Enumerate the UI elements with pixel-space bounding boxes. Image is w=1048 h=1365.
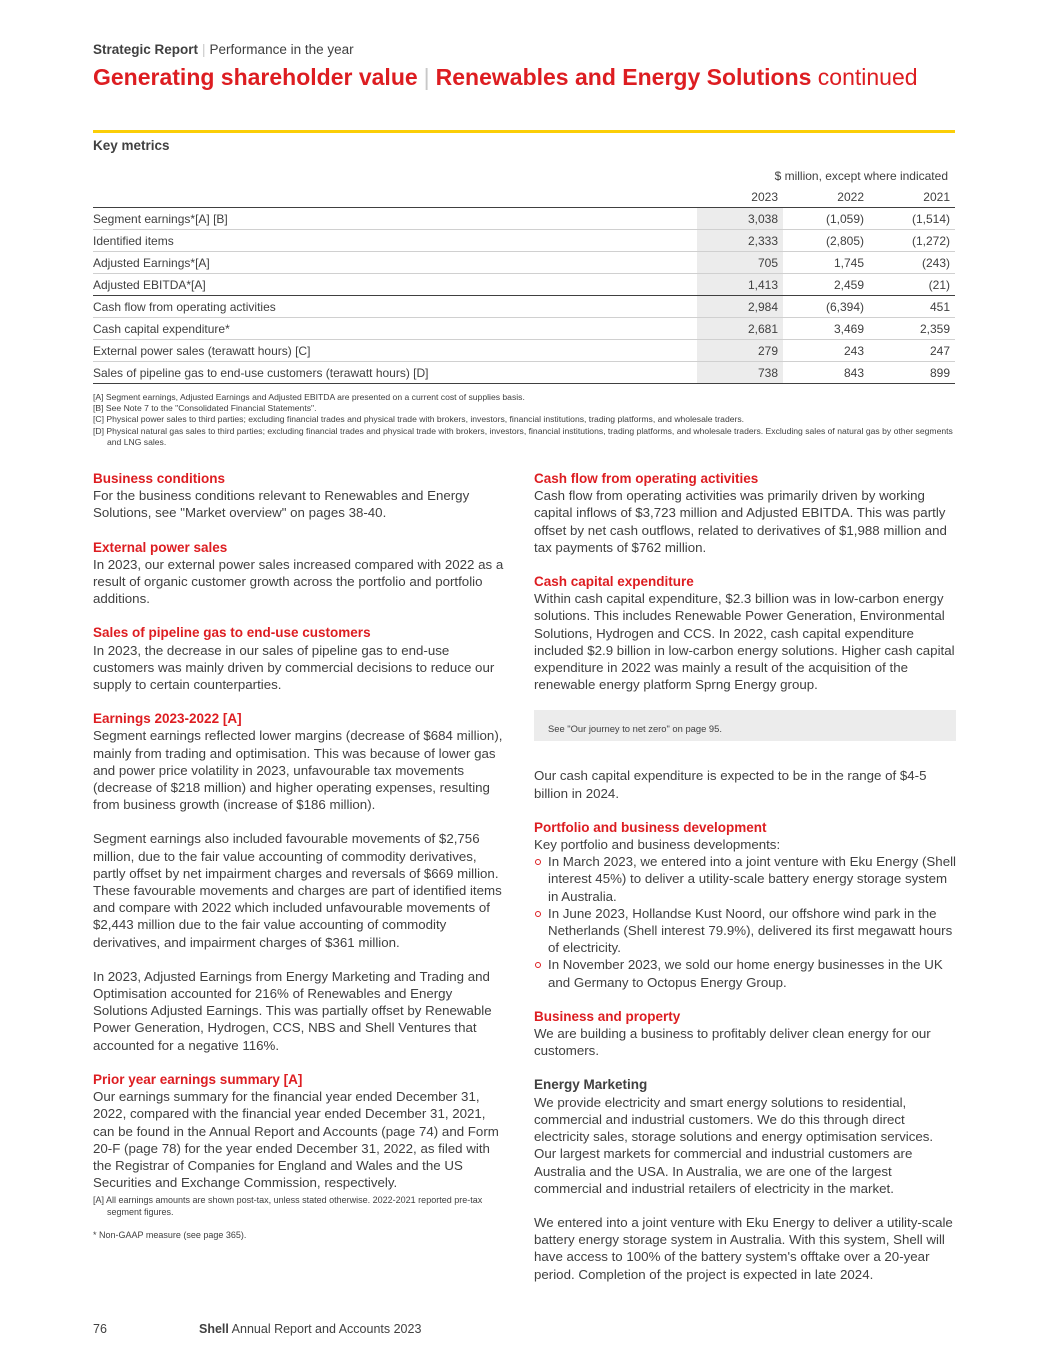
section-heading: Earnings 2023-2022 [A] bbox=[93, 711, 242, 727]
table-row bbox=[93, 362, 955, 384]
row-label: Segment earnings*[A] [B] bbox=[93, 208, 697, 230]
section-heading: Sales of pipeline gas to end-use customers bbox=[93, 625, 371, 641]
footer-brand bbox=[199, 1322, 421, 1336]
paragraph: We provide electricity and smart energy solutions to residential, commercial and industrial customers. We do this through direct electricity sales, storage solutions and energy optimisation services. Our largest markets for commercial and industrial customers are Australia and the USA. In Australia, we are one of the largest commercial and industrial retailers of electricity in the market. bbox=[534, 1094, 934, 1196]
value-cell: 2,333 bbox=[697, 230, 783, 252]
value-cell: (6,394) bbox=[783, 296, 869, 318]
section-text: Cash flow from operating activities was primarily driven by working capital inflows of $3,723 million and Adjusted EBITDA. This was partly offset by net cash outflows, related to derivatives of $1,988 million and tax payments of $762 million. bbox=[534, 488, 947, 555]
paragraph: Segment earnings also included favourable movements of $2,756 million, due to the fair value accounting of commodity derivatives, partly offset by net impairment charges and reversals of $669 million. These favourable movements and charges are part of identified items and compare with 2022 which included unfavourable movements of $2,443 million due to the fair value accounting of commodity derivatives, and impairment charges of $361 million. bbox=[93, 831, 502, 950]
value-cell: 3,469 bbox=[783, 318, 869, 340]
unit-note: $ million, except where indicated bbox=[774, 169, 948, 183]
footnote: [D] Physical natural gas sales to third parties; excluding financial trades and physical trade with brokers, investors, financial institutions, trading platforms, and wholesale traders. Excluding sales of natural gas by other segments and LNG sales. bbox=[93, 425, 953, 447]
value-cell: 899 bbox=[869, 362, 955, 384]
list-item: In March 2023, we entered into a joint venture with Eku Energy (Shell interest 45%) to deliver a utility-scale battery energy storage system in Australia. bbox=[534, 853, 956, 905]
brand-name: Shell bbox=[199, 1322, 229, 1336]
row-label: Adjusted EBITDA*[A] bbox=[93, 274, 697, 296]
paragraph: We entered into a joint venture with Eku Energy to deliver a utility-scale battery energy storage system in Australia. With this system, Shell will have access to 100% of the battery system's offtake over a 20-year period. Completion of the project is expected in late 2024. bbox=[534, 1214, 953, 1282]
section-text: We are building a business to profitably deliver clean energy for our customers. bbox=[534, 1026, 931, 1059]
row-label: Adjusted Earnings*[A] bbox=[93, 252, 697, 274]
earnings-section bbox=[93, 710, 509, 1054]
value-cell: 2,359 bbox=[869, 318, 955, 340]
capex-section bbox=[534, 573, 956, 802]
section-text: Key portfolio and business developments: bbox=[534, 837, 781, 853]
value-cell: 738 bbox=[697, 362, 783, 384]
section-text: In 2023, the decrease in our sales of pipeline gas to end-use customers was mainly driven by commercial decisions to reduce our supply to certain counterparties. bbox=[93, 642, 495, 693]
paragraph: Our cash capital expenditure is expected to be in the range of $4-5 billion in 2024. bbox=[534, 768, 927, 801]
title-continued: continued bbox=[817, 64, 918, 90]
prior-year-section bbox=[93, 1071, 509, 1242]
section-heading: Portfolio and business development bbox=[534, 819, 767, 835]
pipeline-gas-section bbox=[93, 624, 509, 693]
footnote: [A] Segment earnings, Adjusted Earnings and Adjusted EBITDA are presented on a current cost of supplies basis. bbox=[93, 392, 525, 402]
net-zero-note-box: See "Our journey to net zero" on page 95. bbox=[534, 710, 956, 741]
left-column bbox=[93, 470, 509, 1242]
key-metrics-heading: Key metrics bbox=[93, 138, 170, 153]
non-gaap-note: * Non-GAAP measure (see page 365). bbox=[93, 1230, 247, 1241]
year-header: 2022 bbox=[783, 186, 869, 208]
footnote: [C] Physical power sales to third parties; excluding financial trades and physical trade with brokers, investors, financial institutions, trading platforms, and wholesale traders. bbox=[93, 414, 745, 425]
row-label: Cash flow from operating activities bbox=[93, 296, 697, 318]
energy-marketing-section bbox=[534, 1076, 956, 1282]
year-header: 2021 bbox=[869, 186, 955, 208]
row-label: External power sales (terawatt hours) [C] bbox=[93, 340, 697, 362]
value-cell: 243 bbox=[783, 340, 869, 362]
title-sub: Renewables and Energy Solutions bbox=[435, 64, 812, 90]
row-label: Identified items bbox=[93, 230, 697, 252]
external-power-section bbox=[93, 539, 509, 608]
section-heading: Business and property bbox=[534, 1008, 681, 1024]
section-heading: Cash flow from operating activities bbox=[534, 471, 759, 486]
portfolio-section bbox=[534, 819, 956, 991]
value-cell: 1,413 bbox=[697, 274, 783, 296]
breadcrumb: Strategic Report | Performance in the year bbox=[93, 42, 354, 57]
table-row bbox=[93, 318, 955, 340]
value-cell: (1,059) bbox=[783, 208, 869, 230]
row-label: Cash capital expenditure* bbox=[93, 318, 697, 340]
earnings-footnote: [A] All earnings amounts are shown post-tax, unless stated otherwise. 2022-2021 reported pre-tax segment figures. bbox=[93, 1195, 483, 1217]
value-cell: (1,272) bbox=[869, 230, 955, 252]
business-conditions-section bbox=[93, 470, 509, 522]
section-text: For the business conditions relevant to Renewables and Energy Solutions, see "Market overview" on pages 38-40. bbox=[93, 488, 470, 521]
value-cell: 451 bbox=[869, 296, 955, 318]
page-footer bbox=[93, 1322, 422, 1336]
table-row bbox=[93, 230, 955, 252]
paragraph: In 2023, Adjusted Earnings from Energy Marketing and Trading and Optimisation accounted for 216% of Renewables and Energy Solutions Adjusted Earnings. This was partially offset by Renewable Power Generation, Hydrogen, CCS, NBS and Shell Ventures that accounted for a negative 116%. bbox=[93, 968, 492, 1053]
section-heading: Prior year earnings summary [A] bbox=[93, 1071, 303, 1087]
value-cell: (21) bbox=[869, 274, 955, 296]
breadcrumb-subsection: Performance in the year bbox=[209, 42, 354, 57]
list-item: In November 2023, we sold our home energy businesses in the UK and Germany to Octopus Energy Group. bbox=[534, 956, 956, 990]
value-cell: 3,038 bbox=[697, 208, 783, 230]
section-text: Our earnings summary for the financial year ended December 31, 2022, compared with the financial year ended December 31, 2021, can be found in the Annual Report and Accounts (page 74) and Form 20-F (page 78) for the year ended December 31, 2022, as filed with the Registrar of Companies for England and Wales and the US Securities and Exchange Commission, respectively. bbox=[93, 1089, 499, 1191]
value-cell: 1,745 bbox=[783, 252, 869, 274]
table-row bbox=[93, 252, 955, 274]
business-property-section bbox=[534, 1008, 956, 1060]
cash-flow-section bbox=[534, 470, 956, 556]
footnote: [B] See Note 7 to the "Consolidated Financial Statements". bbox=[93, 403, 317, 414]
paragraph: Segment earnings reflected lower margins (decrease of $684 million), mainly from trading and optimisation. This was because of lower gas and power price volatility in 2023, unfavourable tax movements (decrease of $218 million) and higher operating expenses, resulting from business growth (increase of $186 million). bbox=[93, 728, 503, 813]
table-row bbox=[93, 340, 955, 362]
section-text: Within cash capital expenditure, $2.3 billion was in low-carbon energy solutions. This includes Renewable Power Generation, Environmental Solutions, Hydrogen and CCS. In 2022, cash capital expenditure included $2.9 billion in low-carbon energy solutions. Higher cash capital expenditure in 2022 was mainly a result of the acquisition of the renewable energy platform Sprng Energy group. bbox=[534, 591, 955, 693]
section-heading: Cash capital expenditure bbox=[534, 574, 694, 590]
subsection-heading: Energy Marketing bbox=[534, 1077, 648, 1093]
value-cell: 2,681 bbox=[697, 318, 783, 340]
value-cell: (1,514) bbox=[869, 208, 955, 230]
section-heading: External power sales bbox=[93, 539, 228, 555]
publication-name: Annual Report and Accounts 2023 bbox=[231, 1322, 422, 1336]
section-text: In 2023, our external power sales increased compared with 2022 as a result of organic customer growth across the portfolio and portfolio additions. bbox=[93, 556, 504, 607]
row-label: Sales of pipeline gas to end-use customers (terawatt hours) [D] bbox=[93, 362, 697, 384]
value-cell: 2,984 bbox=[697, 296, 783, 318]
page-title: Generating shareholder value | Renewables and Energy Solutions continued bbox=[93, 64, 918, 90]
table-row bbox=[93, 296, 955, 318]
value-cell: 705 bbox=[697, 252, 783, 274]
year-header: 2023 bbox=[697, 186, 783, 208]
value-cell: 2,459 bbox=[783, 274, 869, 296]
table-header-row bbox=[93, 186, 955, 208]
yellow-divider bbox=[93, 130, 955, 133]
table-row bbox=[93, 208, 955, 230]
value-cell: 843 bbox=[783, 362, 869, 384]
right-column bbox=[534, 470, 956, 1300]
list-item: In June 2023, Hollandse Kust Noord, our offshore wind park in the Netherlands (Shell interest 79.9%), delivered its first megawatt hours of electricity. bbox=[534, 905, 956, 957]
section-heading: Business conditions bbox=[93, 471, 226, 486]
value-cell: (243) bbox=[869, 252, 955, 274]
breadcrumb-section: Strategic Report bbox=[93, 42, 199, 57]
portfolio-list bbox=[534, 853, 956, 991]
title-main: Generating shareholder value bbox=[93, 64, 418, 90]
value-cell: 247 bbox=[869, 340, 955, 362]
key-metrics-table bbox=[93, 186, 955, 384]
value-cell: 279 bbox=[697, 340, 783, 362]
table-footnotes bbox=[93, 392, 955, 448]
table-row bbox=[93, 274, 955, 296]
value-cell: (2,805) bbox=[783, 230, 869, 252]
page-number: 76 bbox=[93, 1322, 107, 1336]
table-header-label bbox=[93, 186, 697, 208]
